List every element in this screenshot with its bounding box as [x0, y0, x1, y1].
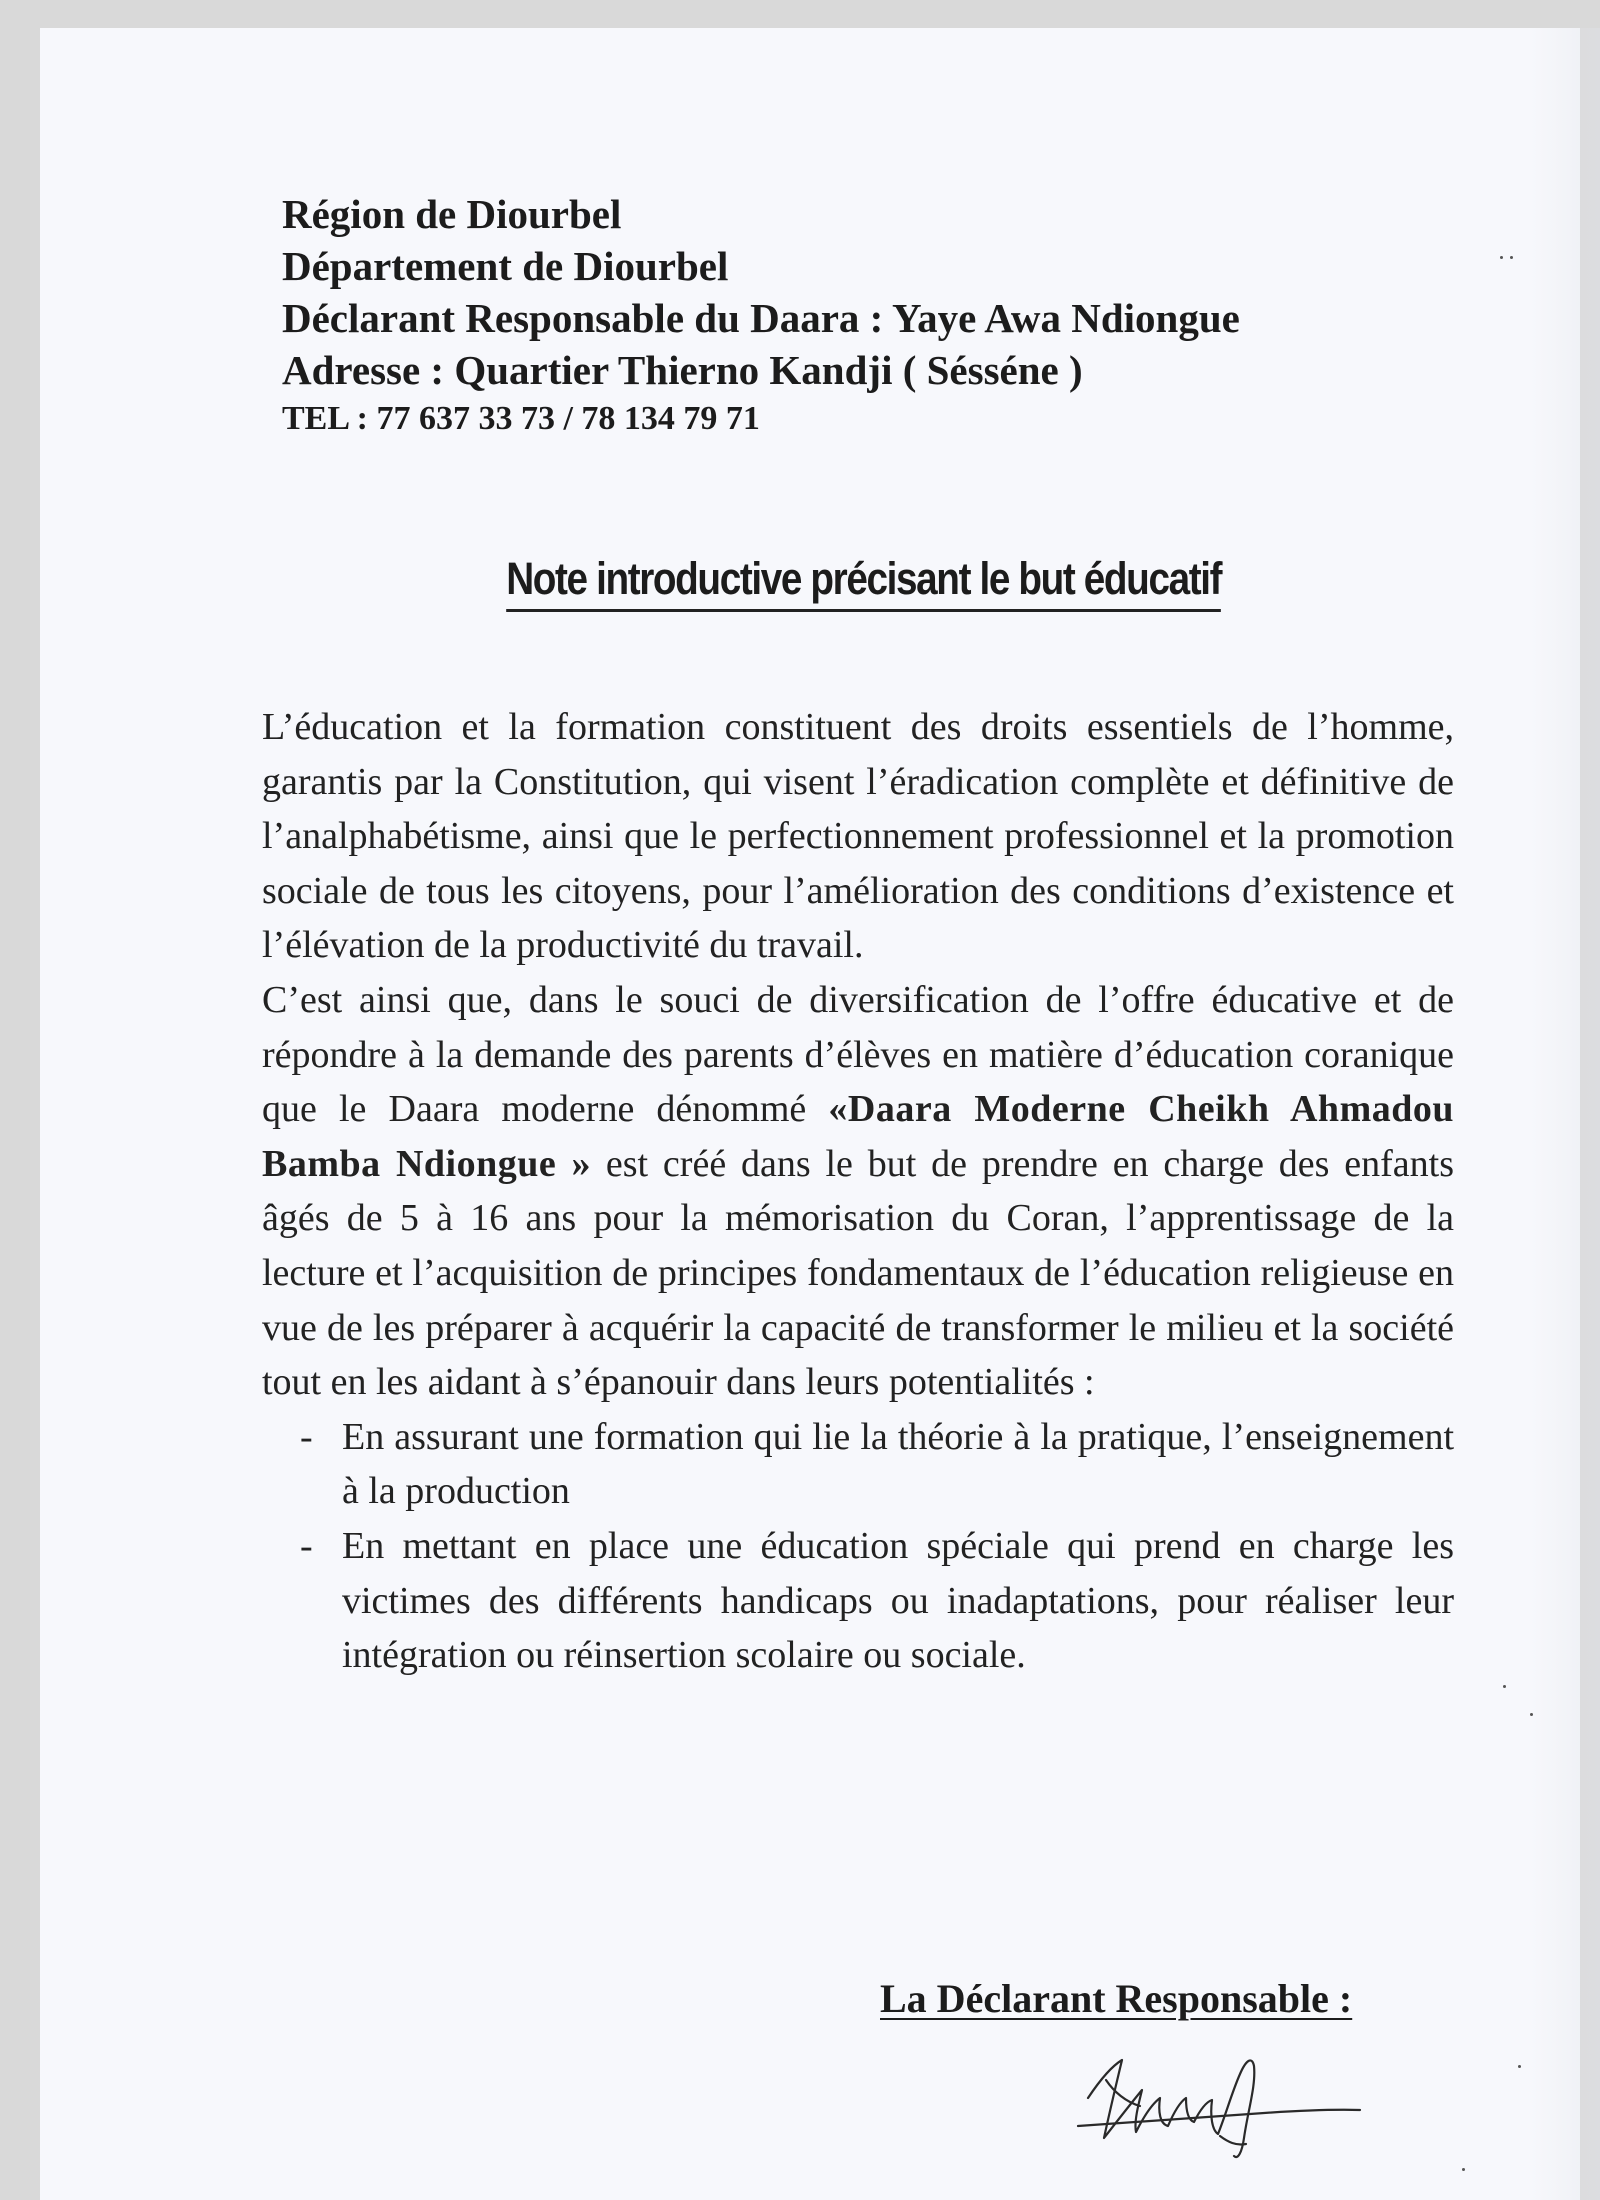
- handwritten-signature: [1070, 2040, 1370, 2170]
- signature-label: La Déclarant Responsable :: [880, 1976, 1353, 2021]
- header-address: Adresse : Quartier Thierno Kandji ( Sésséne ): [282, 347, 1083, 393]
- page-fold-shadow: [1530, 28, 1600, 2200]
- scan-speck: [1510, 256, 1513, 259]
- body-paragraph-2: [262, 973, 1454, 1410]
- document-body: [262, 700, 1454, 1683]
- scan-speck: [1503, 1685, 1506, 1688]
- header-telephone: TEL : 77 637 33 73 / 78 134 79 71: [282, 400, 760, 437]
- list-item: - En mettant en place une éducation spéciale qui prend en charge les victimes des différents handicaps ou inadaptations, pour réaliser leur intégration ou réinsertion scolaire ou sociale.: [262, 1519, 1454, 1683]
- paragraph-2-rest: est créé dans le but de prendre en charge des enfants âgés de 5 à 16 ans pour la mémorisation du Coran, l’apprentissage de la lecture et l’acquisition de principes fondamentaux de l’éducation religieuse en vue de les préparer à acquérir la capacité de transformer le milieu et la société tout en les aidant à s’épanouir dans leurs potentialités :: [262, 1142, 1454, 1404]
- header-declarant: Déclarant Responsable du Daara : Yaye Awa Ndiongue: [282, 295, 1240, 341]
- scan-speck: [1500, 256, 1503, 259]
- scan-speck: [1518, 2065, 1521, 2068]
- paragraph-2-intro: C’est ainsi que, dans le souci de diversification de l’offre éducative et de répondre à la demande des parents d’élèves en matière d’éducation coranique que le Daara moderne dénommé: [262, 978, 1454, 1131]
- scan-speck: [1462, 2168, 1465, 2171]
- header-department: Département de Diourbel: [282, 243, 729, 289]
- daara-name: «Daara Moderne Cheikh Ahmadou Bamba Ndiongue »: [262, 1088, 1454, 1185]
- document-title: Note introductive précisant le but éducatif: [507, 553, 1222, 612]
- letter-header: [282, 188, 1432, 442]
- objectives-list: [262, 1410, 1454, 1683]
- body-paragraph-1: L’éducation et la formation constituent des droits essentiels de l’homme, garantis par la Constitution, qui visent l’éradication complète et définitive de l’analphabétisme, ainsi que le perfectionnement professionnel et la promotion sociale de tous les citoyens, pour l’amélioration des conditions d’existence et l’élévation de la productivité du travail.: [262, 706, 1454, 967]
- list-item: - En assurant une formation qui lie la théorie à la pratique, l’enseignement à la production: [262, 1410, 1454, 1519]
- header-region: Région de Diourbel: [282, 191, 622, 237]
- title-container: [424, 553, 1304, 612]
- scan-speck: [1530, 1713, 1533, 1716]
